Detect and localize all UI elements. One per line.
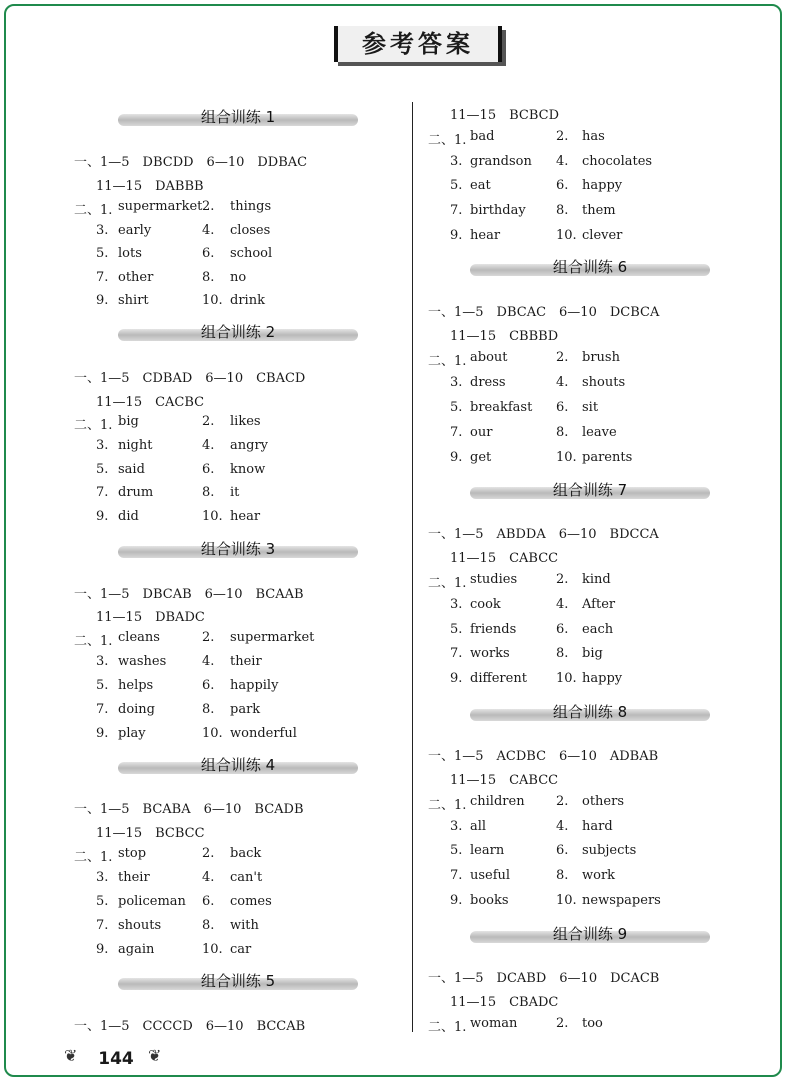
answer-cell: 8.	[202, 918, 215, 933]
answer-cell: stop	[118, 846, 147, 861]
answer-cell: 9.	[450, 892, 463, 908]
answer-cell: 6.	[202, 246, 215, 261]
answer-cell: 5.	[450, 178, 463, 194]
answer-cell: 8.	[202, 269, 215, 285]
answer-cell: 5.	[96, 246, 109, 261]
answer-cell: 10.	[202, 509, 223, 525]
section-heading	[470, 258, 710, 276]
answer-cell: supermarket	[230, 630, 315, 645]
answer-cell: 9.	[96, 293, 109, 308]
answer-cell: no	[230, 269, 247, 285]
answer-cell: learn	[470, 843, 505, 859]
answer-cell: 2.	[202, 630, 215, 645]
answer-cell: 7.	[450, 646, 463, 662]
answer-cell: 7.	[450, 425, 463, 440]
answer-cell: 9.	[450, 450, 463, 465]
answer-cell: supermarket	[118, 199, 203, 214]
mc-answers-cont: 11—15 CBBBD	[450, 329, 559, 344]
answer-cell: their	[230, 654, 262, 669]
answer-cell: 7.	[96, 702, 109, 717]
answer-cell: 二、1.	[428, 354, 467, 369]
answer-cell: 7.	[96, 269, 109, 285]
answer-cell: 二、1.	[428, 576, 467, 591]
section-heading-text: 组合训练 6	[552, 258, 628, 276]
answer-cell: car	[230, 942, 252, 957]
answer-cell: can't	[230, 870, 263, 885]
answer-cell: park	[230, 702, 261, 717]
answer-cell: 6.	[202, 678, 215, 693]
answer-cell: 4.	[556, 153, 569, 169]
section-heading	[118, 108, 358, 126]
answer-cell: 9.	[96, 509, 109, 525]
answer-cell: subjects	[582, 843, 637, 859]
answer-cell: 3.	[450, 375, 463, 390]
mc-answers-cont: 11—15 DBADC	[96, 610, 205, 625]
answer-cell: 二、1.	[428, 1020, 467, 1035]
mc-answers-cont: 11—15 CACBC	[96, 395, 205, 410]
answer-cell: school	[230, 246, 273, 261]
answer-cell: happy	[582, 178, 623, 194]
answer-cell: leave	[582, 425, 617, 440]
answer-cell: too	[582, 1016, 603, 1031]
left-ornament-icon: ❦	[64, 1046, 78, 1065]
mc-answers-cont: 11—15 BCBCD	[450, 108, 559, 123]
answer-cell: 二、1.	[74, 418, 113, 433]
answer-cell: shouts	[118, 918, 162, 933]
answer-cell: other	[118, 269, 154, 285]
answer-cell: useful	[470, 868, 511, 884]
section-heading	[470, 703, 710, 721]
answer-cell: 4.	[202, 437, 215, 453]
answer-cell: likes	[230, 414, 261, 429]
mc-answers: 一、1—5 DBCAB 6—10 BCAAB	[74, 587, 304, 602]
answer-cell: 6.	[556, 178, 569, 194]
answer-cell: hear	[470, 227, 501, 243]
answer-cell: 2.	[202, 414, 215, 429]
answer-cell: grandson	[470, 153, 532, 169]
section-heading	[118, 323, 358, 341]
answer-cell: doing	[118, 702, 156, 717]
section-heading-text: 组合训练 8	[552, 703, 628, 721]
answer-cell: big	[118, 414, 139, 429]
section-heading-text: 组合训练 9	[552, 925, 628, 943]
answer-cell: After	[582, 596, 616, 612]
answer-cell: 二、1.	[428, 133, 467, 148]
page-title-box	[334, 26, 502, 62]
mc-answers-cont: 11—15 CABCC	[450, 551, 559, 566]
answer-cell: closes	[230, 222, 271, 238]
answer-cell: angry	[230, 437, 269, 453]
section-heading	[118, 756, 358, 774]
answer-cell: cleans	[118, 630, 160, 645]
answer-cell: with	[230, 918, 259, 933]
answer-cell: lots	[118, 246, 142, 261]
answer-cell: 6.	[556, 400, 569, 415]
answer-cell: friends	[470, 621, 517, 637]
answer-cell: children	[470, 794, 525, 809]
answer-cell: get	[470, 450, 492, 465]
answer-cell: 7.	[450, 868, 463, 884]
answer-cell: 9.	[96, 942, 109, 957]
answer-cell: 二、1.	[74, 850, 113, 865]
section-heading	[118, 972, 358, 990]
answer-cell: said	[118, 461, 145, 477]
answer-cell: bad	[470, 129, 495, 144]
answer-cell: 3.	[450, 153, 463, 169]
answer-cell: 8.	[202, 485, 215, 501]
answer-cell: shouts	[582, 375, 626, 390]
mc-answers: 一、1—5 DBCDD 6—10 DDBAC	[74, 155, 308, 170]
answer-cell: it	[230, 485, 240, 501]
answer-cell: helps	[118, 678, 154, 693]
mc-answers: 一、1—5 CCCCD 6—10 BCCAB	[74, 1019, 306, 1034]
mc-answers-cont: 11—15 BCBCC	[96, 826, 205, 841]
section-heading-text: 组合训练 4	[200, 756, 276, 774]
answer-cell: back	[230, 846, 262, 861]
mc-answers: 一、1—5 ABDDA 6—10 BDCCA	[428, 527, 659, 542]
page-number: 144	[98, 1049, 134, 1069]
answer-cell: 10.	[202, 726, 223, 741]
answer-cell: 5.	[96, 461, 109, 477]
answer-cell: has	[582, 129, 605, 144]
answer-cell: 3.	[96, 654, 109, 669]
answer-cell: sit	[582, 400, 599, 415]
answer-cell: works	[470, 646, 510, 662]
answer-cell: work	[582, 868, 616, 884]
mc-answers: 一、1—5 DBCAC 6—10 DCBCA	[428, 305, 660, 320]
section-heading-text: 组合训练 2	[200, 323, 276, 341]
answer-cell: 5.	[96, 894, 109, 909]
answer-cell: 二、1.	[74, 203, 113, 218]
page-title: 参考答案	[362, 29, 474, 58]
answer-cell: 10.	[202, 942, 223, 957]
answer-cell: 8.	[202, 702, 215, 717]
answer-cell: 8.	[556, 646, 569, 662]
answer-cell: brush	[582, 350, 620, 365]
answer-cell: 3.	[96, 870, 109, 885]
answer-cell: 5.	[96, 678, 109, 693]
answer-cell: big	[582, 646, 603, 662]
answer-cell: 3.	[450, 596, 463, 612]
answer-cell: 9.	[450, 671, 463, 687]
answer-cell: 6.	[556, 843, 569, 859]
section-heading-text: 组合训练 7	[552, 481, 628, 499]
answer-cell: 二、1.	[74, 634, 113, 649]
answer-cell: clever	[582, 227, 623, 243]
answer-cell: policeman	[118, 894, 186, 909]
answer-cell: 2.	[556, 572, 569, 587]
answer-cell: others	[582, 794, 625, 809]
answer-cell: 2.	[556, 350, 569, 365]
answer-cell: 4.	[556, 596, 569, 612]
mc-answers: 一、1—5 BCABA 6—10 BCADB	[74, 802, 304, 817]
section-heading	[118, 540, 358, 558]
mc-answers: 一、1—5 DCABD 6—10 DCACB	[428, 971, 660, 986]
answer-cell: 7.	[96, 485, 109, 501]
answer-cell: chocolates	[582, 153, 653, 169]
answer-cell: 6.	[202, 461, 215, 477]
answer-cell: 5.	[450, 843, 463, 859]
answer-cell: 2.	[556, 129, 569, 144]
section-heading	[470, 925, 710, 943]
right-ornament-icon: ❦	[148, 1046, 162, 1065]
answer-cell: 10.	[556, 671, 577, 687]
answer-cell: drink	[230, 293, 265, 308]
answer-cell: 4.	[202, 654, 215, 669]
section-heading-text: 组合训练 5	[200, 972, 276, 990]
answer-cell: 10.	[556, 450, 577, 465]
answer-cell: happily	[230, 678, 279, 693]
answer-cell: newspapers	[582, 892, 661, 908]
section-heading	[470, 481, 710, 499]
answer-cell: 10.	[556, 892, 577, 908]
section-heading-text: 组合训练 3	[200, 540, 276, 558]
answer-cell: each	[582, 621, 614, 637]
answer-cell: them	[582, 203, 616, 219]
answer-cell: 9.	[96, 726, 109, 741]
answer-cell: happy	[582, 671, 623, 687]
answer-cell: 2.	[556, 794, 569, 809]
answer-cell: cook	[470, 596, 501, 612]
answer-cell: dress	[470, 375, 506, 390]
answer-cell: studies	[470, 572, 518, 587]
answer-cell: washes	[118, 654, 167, 669]
answer-cell: parents	[582, 450, 633, 465]
answer-cell: woman	[470, 1016, 518, 1031]
answer-cell: 二、1.	[428, 798, 467, 813]
answer-cell: play	[118, 726, 146, 741]
answer-cell: 8.	[556, 425, 569, 440]
answer-cell: 10.	[556, 227, 577, 243]
section-heading-text: 组合训练 1	[200, 108, 276, 126]
mc-answers: 一、1—5 CDBAD 6—10 CBACD	[74, 371, 306, 386]
answer-cell: 4.	[556, 818, 569, 834]
answer-cell: shirt	[118, 293, 149, 308]
answer-cell: comes	[230, 894, 272, 909]
answer-cell: 5.	[450, 400, 463, 415]
answer-cell: did	[118, 509, 139, 525]
mc-answers-cont: 11—15 CBADC	[450, 995, 559, 1010]
answer-cell: hard	[582, 818, 613, 834]
answer-cell: 6.	[202, 894, 215, 909]
answer-cell: hear	[230, 509, 261, 525]
answer-cell: 6.	[556, 621, 569, 637]
answer-cell: our	[470, 425, 493, 440]
answer-cell: 4.	[556, 375, 569, 390]
answer-cell: wonderful	[230, 726, 297, 741]
answer-cell: drum	[118, 485, 154, 501]
mc-answers: 一、1—5 ACDBC 6—10 ADBAB	[428, 749, 659, 764]
answer-cell: 4.	[202, 870, 215, 885]
answer-cell: 5.	[450, 621, 463, 637]
answer-cell: 3.	[96, 437, 109, 453]
answer-cell: 10.	[202, 293, 223, 308]
answer-cell: things	[230, 199, 272, 214]
answer-cell: 7.	[450, 203, 463, 219]
answer-cell: again	[118, 942, 155, 957]
answer-cell: 7.	[96, 918, 109, 933]
answer-cell: 4.	[202, 222, 215, 238]
answer-cell: 2.	[556, 1016, 569, 1031]
answer-cell: 2.	[202, 846, 215, 861]
answer-cell: birthday	[470, 203, 526, 219]
answer-cell: about	[470, 350, 508, 365]
mc-answers-cont: 11—15 DABBB	[96, 179, 204, 194]
answer-cell: 9.	[450, 227, 463, 243]
answer-cell: 8.	[556, 203, 569, 219]
answer-cell: 3.	[96, 222, 109, 238]
answer-cell: early	[118, 222, 152, 238]
answer-cell: different	[470, 671, 527, 687]
answer-cell: books	[470, 892, 509, 908]
answer-cell: 2.	[202, 199, 215, 214]
answer-cell: know	[230, 461, 266, 477]
answer-cell: 8.	[556, 868, 569, 884]
column-divider	[412, 102, 413, 1032]
answer-cell: night	[118, 437, 153, 453]
answer-cell: eat	[470, 178, 491, 194]
answer-cell: 3.	[450, 818, 463, 834]
mc-answers-cont: 11—15 CABCC	[450, 773, 559, 788]
answer-cell: their	[118, 870, 150, 885]
answer-cell: kind	[582, 572, 611, 587]
answer-cell: breakfast	[470, 400, 533, 415]
answer-cell: all	[470, 818, 487, 834]
